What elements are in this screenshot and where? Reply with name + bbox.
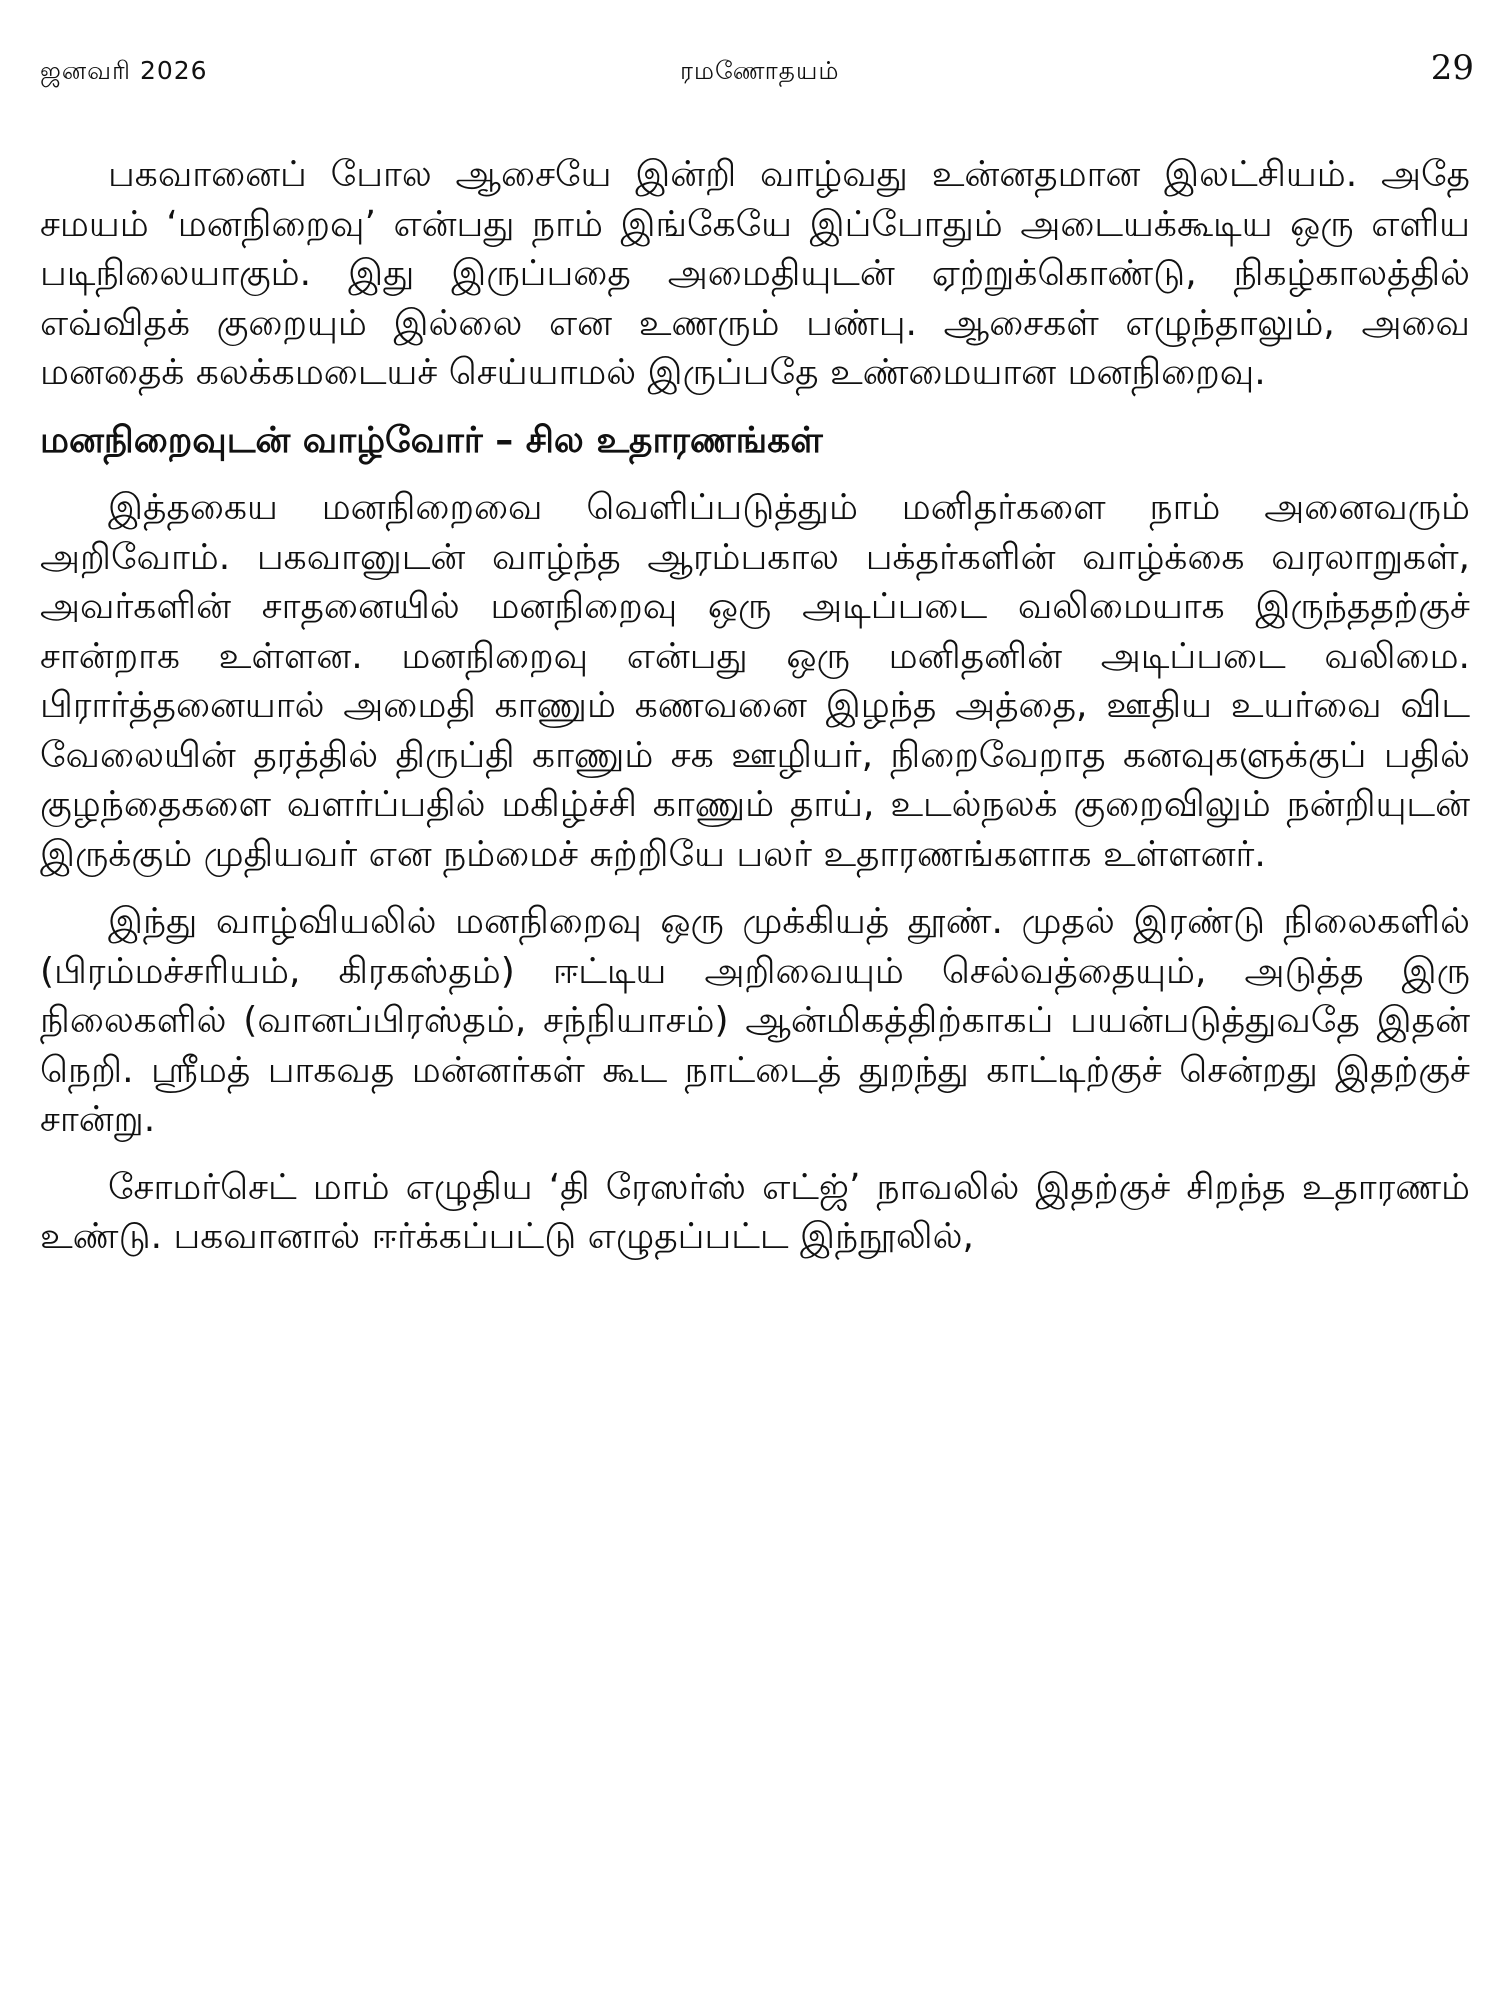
page-header (40, 48, 1474, 96)
section-heading: மனநிறைவுடன் வாழ்வோர் – சில உதாரணங்கள் (40, 419, 823, 461)
page-number: 29 (1430, 48, 1474, 88)
paragraph-2: இத்தகைய மனநிறைவை வெளிப்படுத்தும் மனிதர்களை நாம் அனைவரும் அறிவோம். பகவானுடன் வாழ்ந்த ஆரம்பகால பக்தர்களின் வாழ்க்கை வரலாறுகள், அவர்களின் சாதனையில் மனநிறைவு ஒரு அடிப்படை வலிமையாக இருந்ததற்குச் சான்றாக உள்ளன. மனநிறைவு என்பது ஒரு மனிதனின் அடிப்படை வலிமை. பிரார்த்தனையால் அமைதி காணும் கணவனை இழந்த அத்தை, ஊதிய உயர்வை விட வேலையின் தரத்தில் திருப்தி காணும் சக ஊழியர், நிறைவேறாத கனவுகளுக்குப் பதில் குழந்தைகளை வளர்ப்பதில் மகிழ்ச்சி காணும் தாய், உடல்நலக் குறைவிலும் நன்றியுடன் இருக்கும் முதியவர் என நம்மைச் சுற்றியே பலர் உதாரணங்களாக உள்ளனர். (40, 487, 1470, 875)
article-body (40, 150, 1470, 1262)
paragraph-1: பகவானைப் போல ஆசையே இன்றி வாழ்வது உன்னதமான இலட்சியம். அதே சமயம் ‘மனநிறைவு’ என்பது நாம் இங்கேயே இப்போதும் அடையக்கூடிய ஒரு எளிய படிநிலையாகும். இது இருப்பதை அமைதியுடன் ஏற்றுக்கொண்டு, நிகழ்காலத்தில் எவ்விதக் குறையும் இல்லை என உணரும் பண்பு. ஆசைகள் எழுந்தாலும், அவை மனதைக் கலக்கமடையச் செய்யாமல் இருப்பதே உண்மையான மனநிறைவு. (40, 154, 1470, 393)
magazine-title: ரமணோதயம் (680, 56, 840, 85)
issue-date: ஜனவரி 2026 (40, 56, 208, 85)
paragraph-4: சோமர்செட் மாம் எழுதிய ‘தி ரேஸர்ஸ் எட்ஜ்’ நாவலில் இதற்குச் சிறந்த உதாரணம் உண்டு. பகவானால் ஈர்க்கப்பட்டு எழுதப்பட்ட இந்நூலில், (40, 1166, 1470, 1257)
paragraph-3: இந்து வாழ்வியலில் மனநிறைவு ஒரு முக்கியத் தூண். முதல் இரண்டு நிலைகளில் (பிரம்மச்சரியம், கிரகஸ்தம்) ஈட்டிய அறிவையும் செல்வத்தையும், அடுத்த இரு நிலைகளில் (வானப்பிரஸ்தம், சந்நியாசம்) ஆன்மிகத்திற்காகப் பயன்படுத்துவதே இதன் நெறி. ஸ்ரீமத் பாகவத மன்னர்கள் கூட நாட்டைத் துறந்து காட்டிற்குச் சென்றது இதற்குச் சான்று. (40, 901, 1470, 1140)
